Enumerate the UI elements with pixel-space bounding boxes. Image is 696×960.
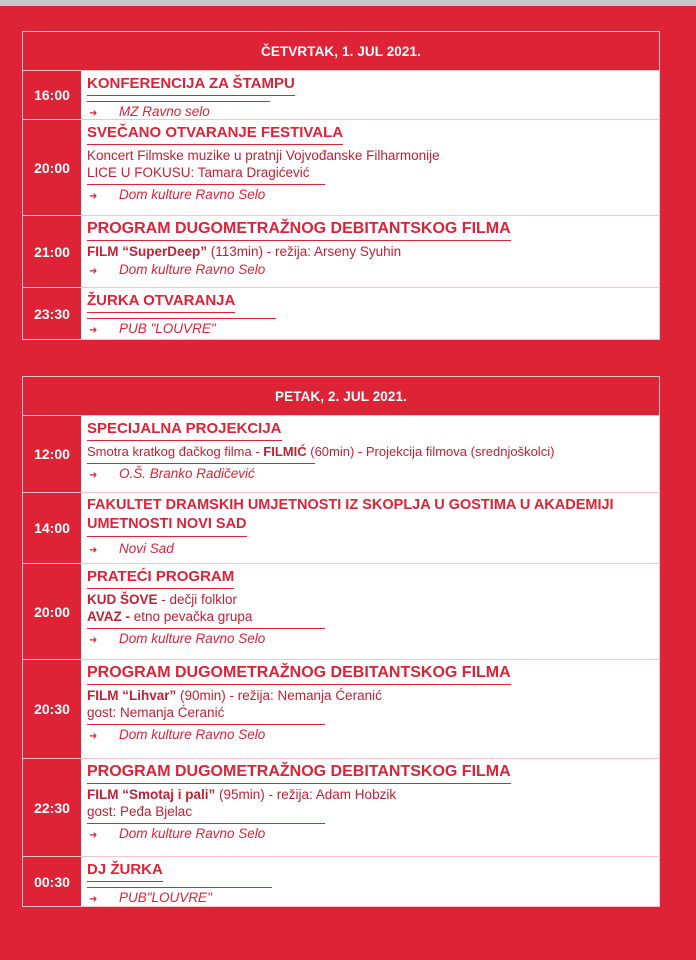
event-time: 20:00 xyxy=(34,603,70,620)
schedule-row xyxy=(23,70,659,119)
schedule-row xyxy=(23,415,659,492)
event-time: 16:00 xyxy=(34,87,70,103)
arrow-icon: ➜ xyxy=(89,731,98,742)
film-info: FILM “Smotaj i pali” (95min) - režija: Adam Hobzik xyxy=(87,787,397,802)
event-title: PROGRAM DUGOMETRAŽNOG DEBITANTSKOG FILMA xyxy=(87,762,511,784)
event-time: 20:00 xyxy=(34,159,70,176)
event-time: 12:00 xyxy=(34,446,70,462)
top-strip xyxy=(0,0,696,6)
day-header: ČETVRTAK, 1. JUL 2021. xyxy=(23,32,659,70)
day-1-schedule xyxy=(22,31,660,340)
event-title: PROGRAM DUGOMETRAŽNOG DEBITANTSKOG FILMA xyxy=(87,663,511,685)
event-content xyxy=(81,216,659,287)
event-title-line2: UMETNOSTI NOVI SAD xyxy=(87,515,247,537)
event-content xyxy=(81,71,659,119)
arrow-icon: ➜ xyxy=(89,325,98,336)
arrow-icon: ➜ xyxy=(89,191,98,202)
event-location: ➜ Novi Sad xyxy=(87,539,234,560)
event-location: ➜ MZ Ravno selo xyxy=(87,101,270,123)
schedule-row xyxy=(23,659,659,758)
event-content xyxy=(81,493,659,563)
event-content xyxy=(81,288,659,339)
arrow-icon: ➜ xyxy=(89,545,98,556)
event-title: ŽURKA OTVARANJA xyxy=(87,291,235,313)
arrow-icon: ➜ xyxy=(89,470,98,481)
schedule-row xyxy=(23,215,659,287)
arrow-icon: ➜ xyxy=(89,108,98,119)
arrow-icon: ➜ xyxy=(89,894,98,905)
event-content xyxy=(81,416,659,492)
schedule-row xyxy=(23,119,659,215)
event-title: DJ ŽURKA xyxy=(87,860,163,882)
event-time: 22:30 xyxy=(34,799,70,816)
film-info: FILM “SuperDeep” (113min) - režija: Arseny Syuhin xyxy=(87,244,402,259)
schedule-row xyxy=(23,856,659,906)
event-time: 00:30 xyxy=(34,873,70,890)
event-title: KONFERENCIJA ZA ŠTAMPU xyxy=(87,74,295,96)
event-location: ➜ Dom kulture Ravno Selo xyxy=(87,724,325,746)
arrow-icon: ➜ xyxy=(89,635,98,646)
event-time: 23:30 xyxy=(34,305,70,322)
event-description: Smotra kratkog đačkog filma - FILMIĆ (60min) - Projekcija filmova (srednjoškolci) xyxy=(87,444,555,459)
event-time: 21:00 xyxy=(34,243,70,260)
schedule-row xyxy=(23,563,659,659)
event-title: PROGRAM DUGOMETRAŽNOG DEBITANTSKOG FILMA xyxy=(87,219,511,241)
event-description: LICE U FOKUSU: Tamara Dragićević xyxy=(87,165,310,180)
event-location: ➜ PUB"LOUVRE" xyxy=(87,887,272,909)
event-title: SVEČANO OTVARANJE FESTIVALA xyxy=(87,123,343,145)
day-header: PETAK, 2. JUL 2021. xyxy=(23,377,659,415)
event-content xyxy=(81,564,659,659)
event-description: KUD ŠOVE - dečji folklor xyxy=(87,592,238,607)
arrow-icon: ➜ xyxy=(89,830,98,841)
schedule-row xyxy=(23,758,659,856)
arrow-icon: ➜ xyxy=(89,266,98,277)
event-location: ➜ PUB "LOUVRE" xyxy=(87,318,276,340)
event-location: ➜ Dom kulture Ravno Selo xyxy=(87,823,325,845)
event-time: 14:00 xyxy=(34,520,70,536)
film-info: FILM “Lihvar” (90min) - režija: Nemanja Ćeranić xyxy=(87,688,382,703)
guest-info: gost: Peđa Bjelac xyxy=(87,804,193,819)
event-content xyxy=(81,120,659,215)
event-location: ➜ Dom kulture Ravno Selo xyxy=(87,628,325,650)
schedule-row xyxy=(23,287,659,339)
event-location: ➜ Dom kulture Ravno Selo xyxy=(87,260,325,281)
day-2-schedule xyxy=(22,376,660,907)
event-title: SPECIJALNA PROJEKCIJA xyxy=(87,419,282,441)
event-description: AVAZ - etno pevačka grupa xyxy=(87,609,253,624)
event-title: FAKULTET DRAMSKIH UMJETNOSTI IZ SKOPLJA U GOSTIMA U AKADEMIJI xyxy=(87,497,614,513)
schedule-row xyxy=(23,492,659,563)
guest-info: gost: Nemanja Ćeranić xyxy=(87,705,225,720)
event-content xyxy=(81,759,659,856)
event-time: 20:30 xyxy=(34,701,70,717)
event-location: ➜ Dom kulture Ravno Selo xyxy=(87,184,325,206)
event-location: ➜ O.Š. Branko Radičević xyxy=(87,463,315,485)
event-content xyxy=(81,660,659,758)
event-description: Koncert Filmske muzike u pratnji Vojvođanske Filharmonije xyxy=(87,148,440,163)
event-content xyxy=(81,857,659,906)
event-title: PRATEĆI PROGRAM xyxy=(87,567,234,589)
